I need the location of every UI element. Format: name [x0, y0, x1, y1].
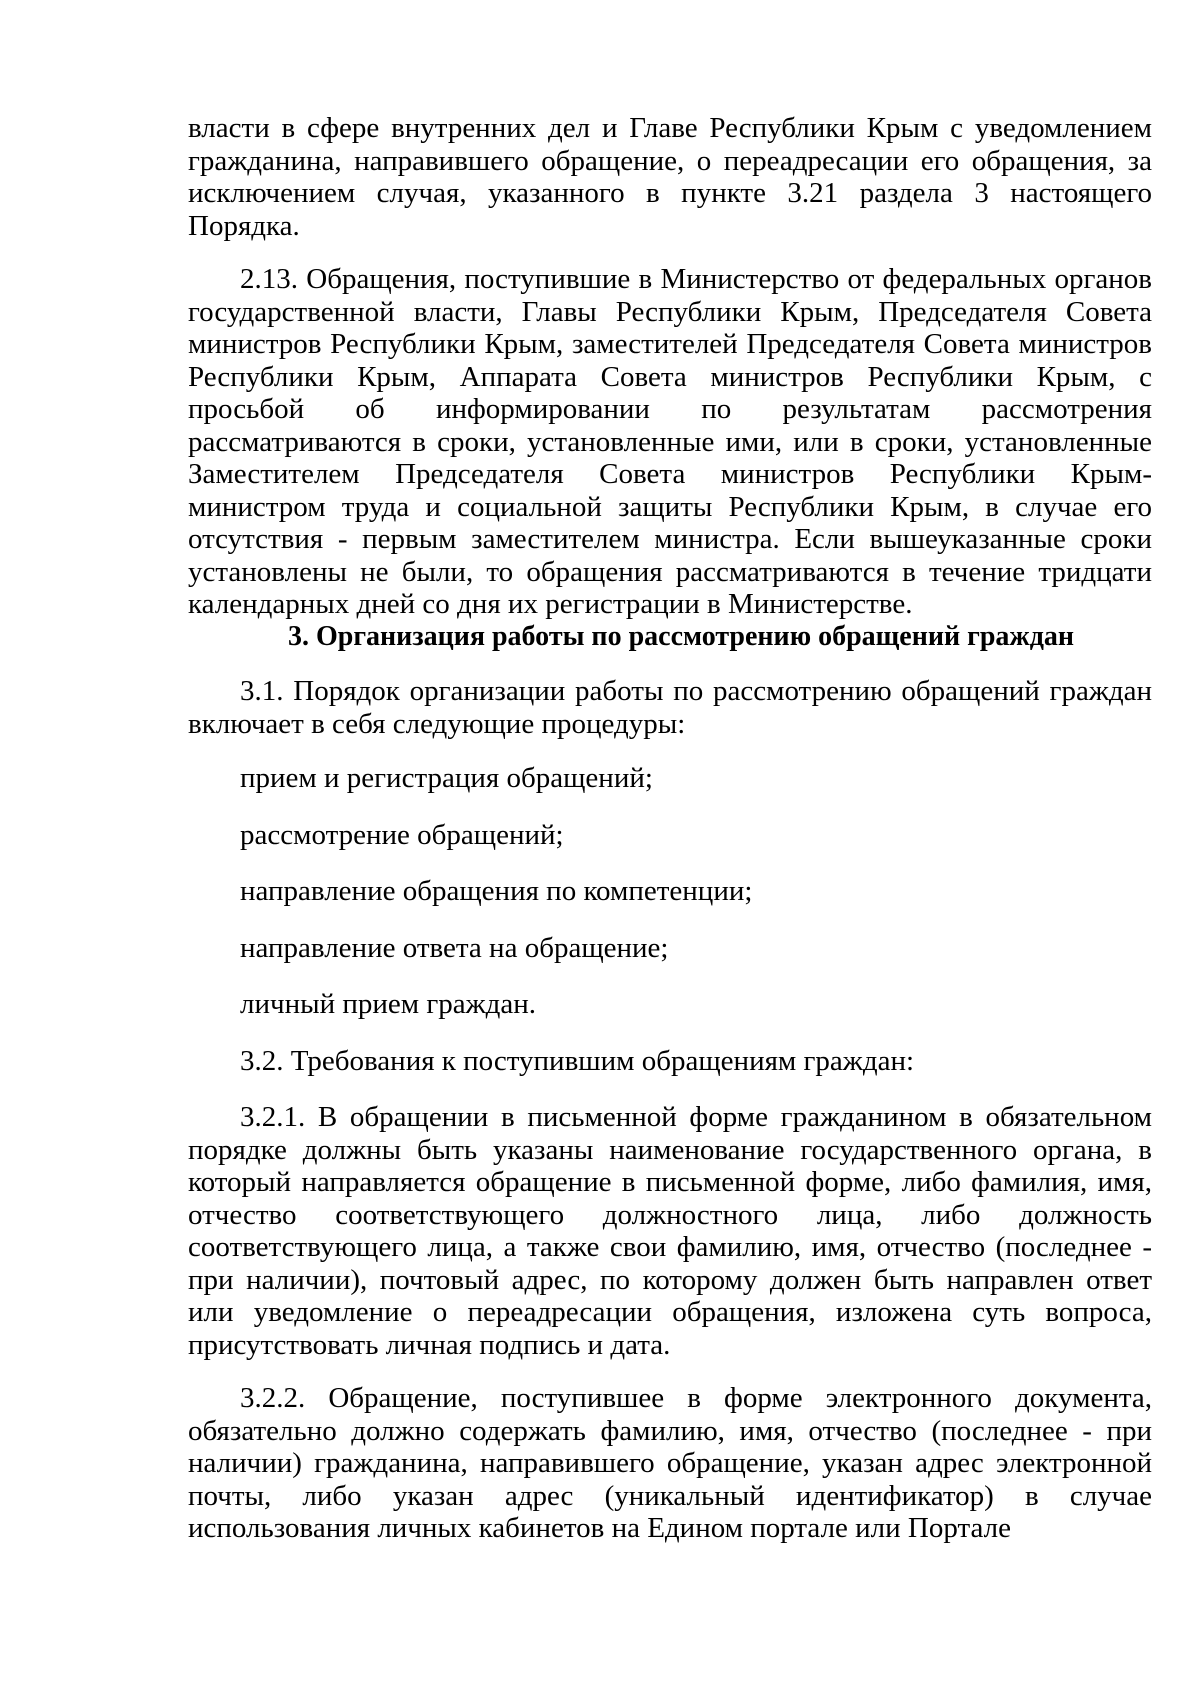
paragraph-3-2-2: 3.2.2. Обращение, поступившее в форме электронного документа, обязательно должно содержать фамилию, имя, отчество (последнее - при наличии) гражданина, направившего обращение, указан адрес электронной почты, либо указан адрес (уникальный идентификатор) в случае использования личных кабинетов на Едином портале или Портале: [188, 1382, 1152, 1544]
paragraph-continuation: власти в сфере внутренних дел и Главе Республики Крым с уведомлением гражданина, направившего обращение, о переадресации его обращения, за исключением случая, указанного в пункте 3.21 раздела 3 настоящего Порядка.: [188, 112, 1152, 242]
procedure-item-response: направление ответа на обращение;: [240, 931, 669, 964]
paragraph-3-2-1: 3.2.1. В обращении в письменной форме гражданином в обязательном порядке должны быть указаны наименование государственного органа, в который направляется обращение в письменной форме, либо фамилия, имя, отчество соответствующего должностного лица, либо должность соответствующего лица, а также свои фамилию, имя, отчество (последнее - при наличии), почтовый адрес, по которому должен быть направлен ответ или уведомление о переадресации обращения, изложена суть вопроса, присутствовать личная подпись и дата.: [188, 1101, 1152, 1361]
procedure-item-review: рассмотрение обращений;: [240, 818, 564, 851]
procedure-item-reception: прием и регистрация обращений;: [240, 762, 653, 794]
document-page: [188, 112, 1152, 1545]
paragraph-3-1: 3.1. Порядок организации работы по рассмотрению обращений граждан включает в себя следующие процедуры:: [188, 675, 1152, 740]
paragraph-2-13: 2.13. Обращения, поступившие в Министерство от федеральных органов государственной власти, Главы Республики Крым, Председателя Совета министров Республики Крым, заместителей Председателя Совета министров Республики Крым, Аппарата Совета министров Республики Крым, с просьбой об информировании по результатам рассмотрения рассматриваются в сроки, установленные ими, или в сроки, установленные Заместителем Председателя Совета министров Республики Крым- министром труда и социальной защиты Республики Крым, в случае его отсутствия - первым заместителем министра. Если вышеуказанные сроки установлены не были, то обращения рассматриваются в течение тридцати календарных дней со дня их регистрации в Министерстве.: [188, 263, 1152, 620]
procedure-item-personal-reception: личный прием граждан.: [240, 988, 537, 1020]
procedure-item-redirect: направление обращения по компетенции;: [240, 875, 753, 907]
paragraph-3-2: 3.2. Требования к поступившим обращениям граждан:: [240, 1044, 915, 1077]
section-3-heading: 3. Организация работы по рассмотрению обращений граждан: [287, 620, 1075, 652]
